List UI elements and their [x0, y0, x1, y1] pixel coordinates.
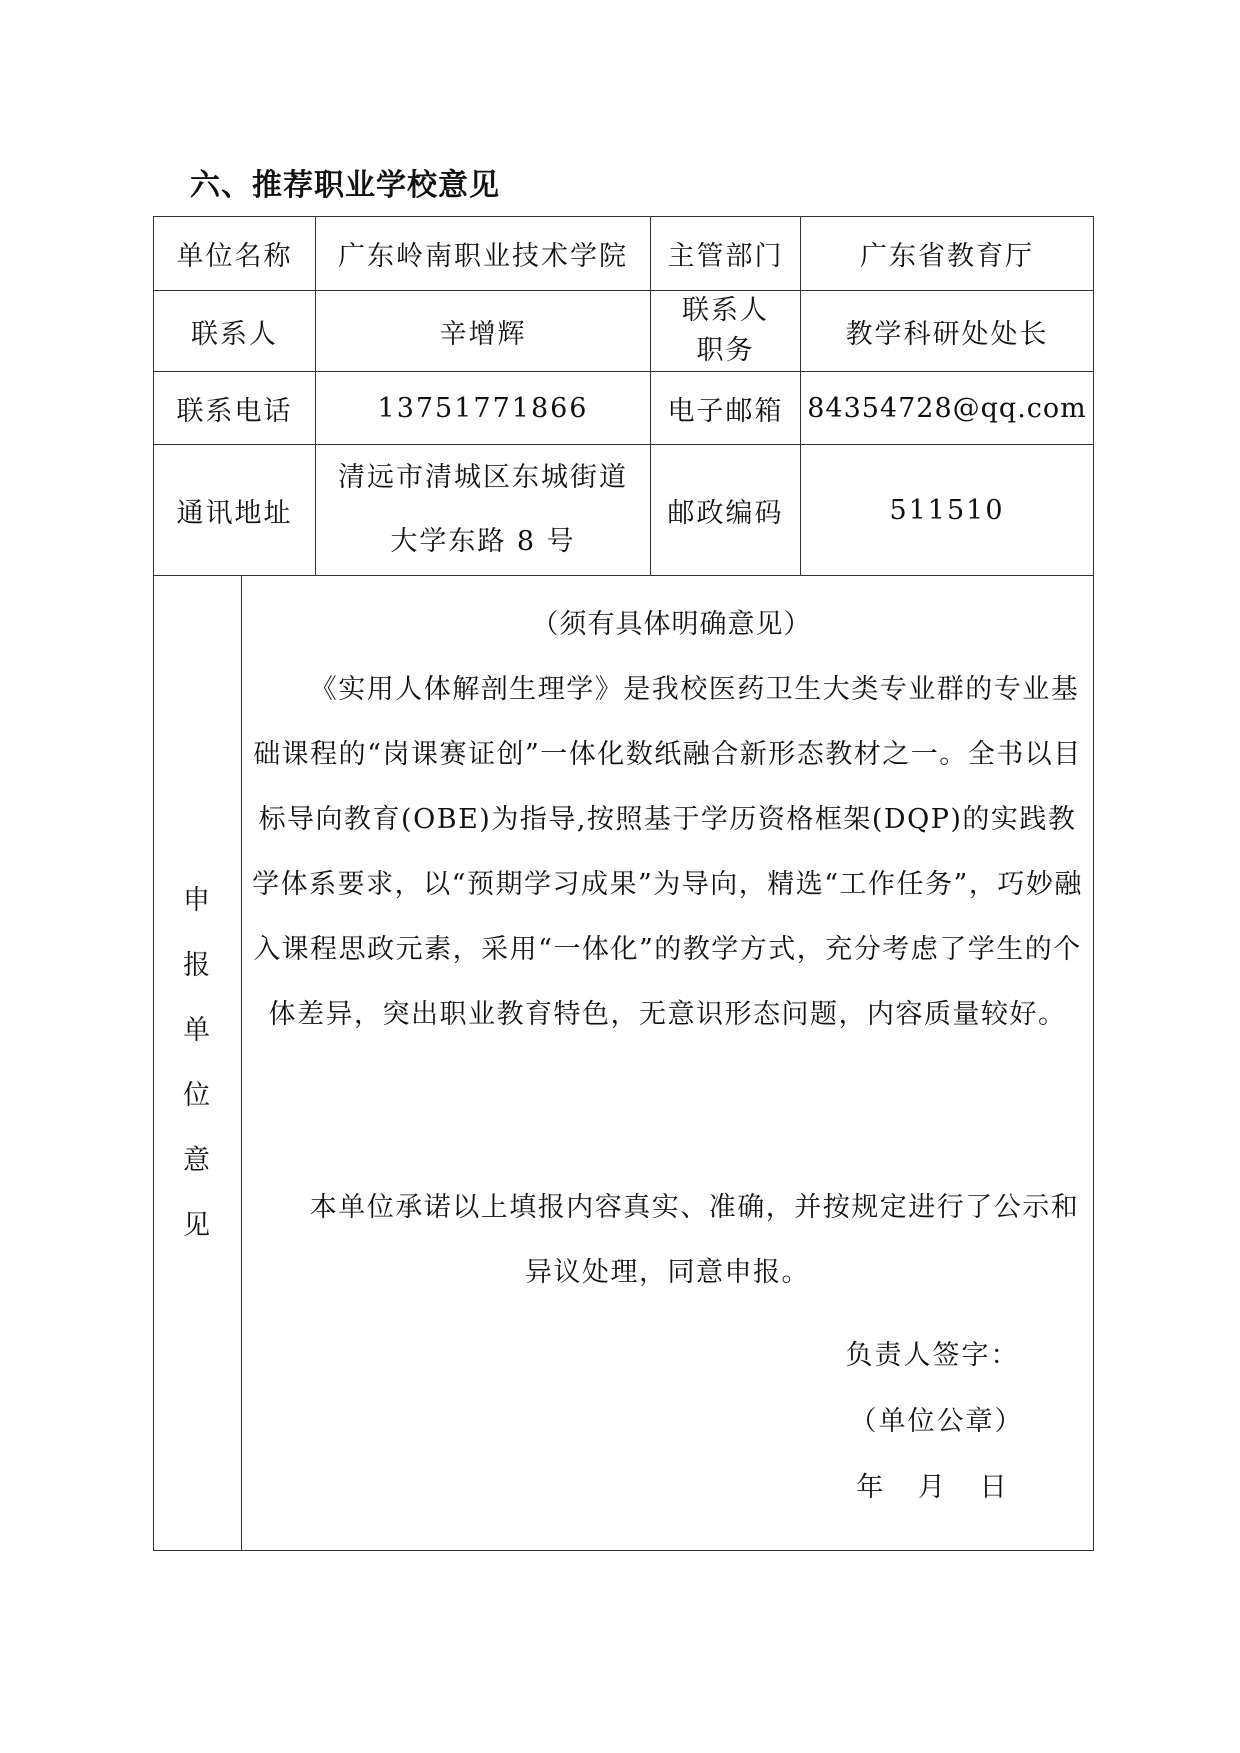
table-row [154, 217, 1094, 291]
section-heading: 六、推荐职业学校意见 [190, 168, 500, 203]
unit-name-value: 广东岭南职业技术学院 [316, 217, 651, 291]
address-label: 通讯地址 [154, 445, 316, 576]
postcode-label: 邮政编码 [651, 445, 801, 576]
vertical-char: 单 [183, 1015, 212, 1046]
vertical-char: 位 [183, 1080, 212, 1111]
signature-label: 负责人签字： [845, 1340, 1020, 1371]
dept-label: 主管部门 [651, 217, 801, 291]
table-row [154, 445, 1094, 576]
address-line-1: 清远市清城区东城街道 [338, 462, 628, 493]
email-label: 电子邮箱 [651, 372, 801, 445]
phone-value: 13751771866 [316, 372, 651, 445]
table-row [154, 372, 1094, 445]
vertical-char: 申 [183, 885, 212, 916]
date-label: 年 月 日 [856, 1472, 1009, 1503]
commitment-paragraph: 本单位承诺以上填报内容真实、准确，并按规定进行了公示和异议处理，同意申报。 [309, 1192, 1080, 1288]
contact-title-label-line2: 职务 [696, 335, 755, 366]
vertical-char: 见 [183, 1210, 212, 1241]
vertical-char: 意 [183, 1145, 212, 1176]
unit-name-label: 单位名称 [154, 217, 316, 291]
postcode-value: 511510 [801, 445, 1094, 576]
contact-value: 辛增辉 [316, 291, 651, 372]
address-line-2: 大学东路 8 号 [390, 526, 576, 557]
phone-label: 联系电话 [154, 372, 316, 445]
contact-title-label-line1: 联系人 [682, 295, 769, 326]
opinion-note: （须有具体明确意见） [531, 609, 812, 640]
opinion-content [242, 576, 1094, 1551]
table-row [154, 576, 1094, 1551]
recommendation-form-table [153, 216, 1094, 1551]
contact-title-value: 教学科研处处长 [801, 291, 1094, 372]
contact-label: 联系人 [154, 291, 316, 372]
table-row [154, 291, 1094, 372]
email-value: 84354728@qq.com [801, 372, 1094, 445]
vertical-label-chars [160, 868, 235, 1258]
opinion-paragraph: 《实用人体解剖生理学》是我校医药卫生大类专业群的专业基础课程的“岗课赛证创”一体化数纸融合新形态教材之一。全书以目标导向教育(OBE)为指导,按照基于学历资格框架(DQP)的实践教学体系要求，以“预期学习成果”为导向，精选“工作任务”，巧妙融入课程思政元素，采用“一体化”的教学方式，充分考虑了学生的个体差异，突出职业教育特色，无意识形态问题，内容质量较好。 [252, 674, 1083, 1030]
address-value [316, 445, 651, 576]
contact-title-label [651, 291, 801, 372]
vertical-char: 报 [183, 950, 212, 981]
dept-value: 广东省教育厅 [801, 217, 1094, 291]
seal-label: （单位公章） [849, 1406, 1024, 1437]
opinion-vertical-label [154, 576, 242, 1551]
